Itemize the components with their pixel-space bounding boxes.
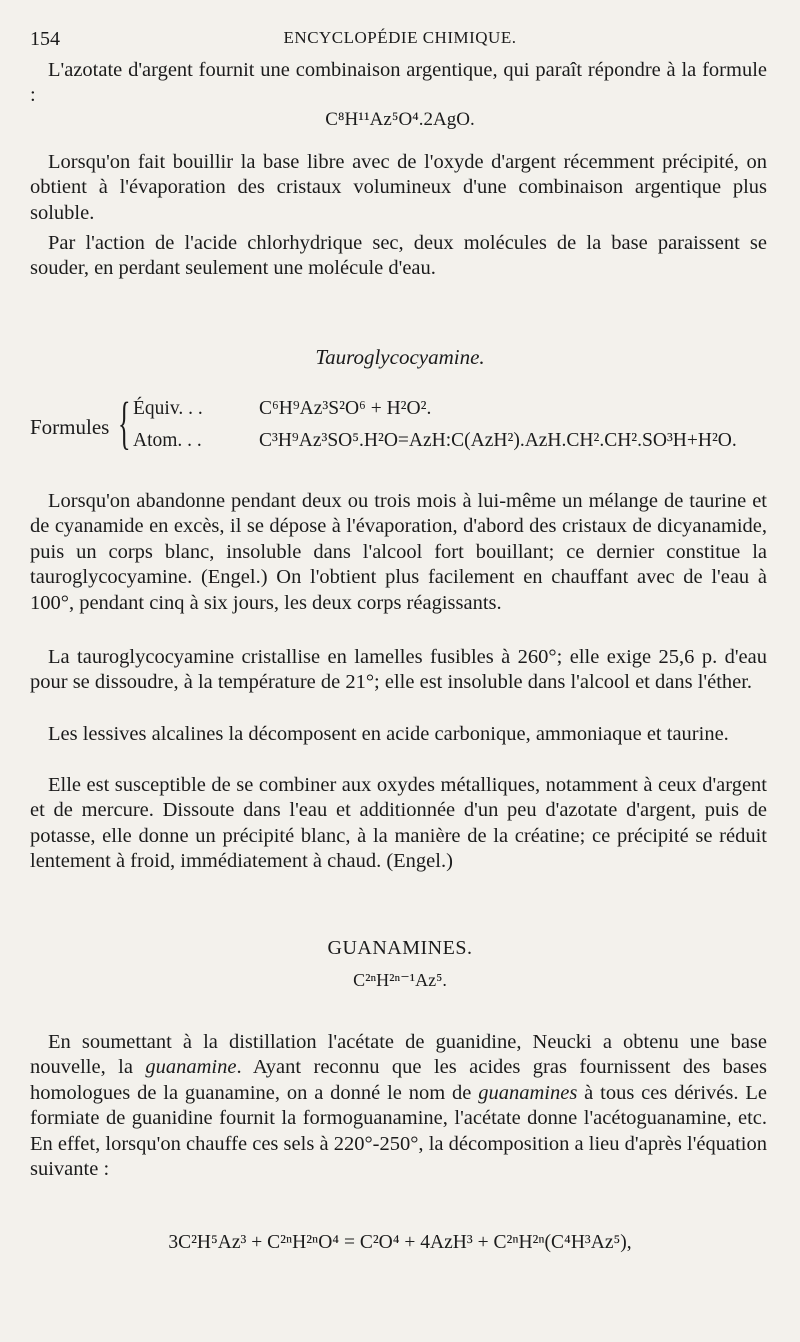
page-number: 154 [30,28,60,50]
atom-formula: C³H⁹Az³SO⁵.H²O=AzH:C(AzH²).AzH.CH².CH².SO³H+H²O. [259,430,737,451]
term-guanamine: guanamine [145,1056,237,1079]
formula-silver-compound: C⁸H¹¹Az⁵O⁴.2AgO. [325,109,475,130]
formula-atom-row [133,430,737,452]
section-title-guanamines: GUANAMINES. [327,937,473,959]
running-title: ENCYCLOPÉDIE CHIMIQUE. [283,28,517,47]
paragraph-oxyde: Lorsqu'on fait bouillir la base libre avec de l'oxyde d'argent récemment précipité, on obtient à l'évaporation des cristaux volumineux d'une combinaison argentique plus soluble. [30,151,767,224]
formulas-label: Formules [30,415,110,439]
formula-equiv-row [133,398,432,420]
paragraph-oxydes: Elle est susceptible de se combiner aux oxydes métalliques, notamment à ceux d'argent et de mercure. Dissoute dans l'eau et additionnée d'un peu d'azotate d'argent, puis de potasse, elle donne un précipité blanc, à la manière de la créatine; ce précipité se réduit lentement à froid, immédiatement à chaud. (Engel.) [30,774,767,873]
paragraph-guanamine: En soumettant à la distillation l'acétate de guanidine, Neucki a obtenu une base nouvelle, la guanamine. Ayant reconnu que les acides gras fournissent des bases homologues de la guanamine, on a donné le nom de guanamines à tous ces dérivés. Le formiate de guanidine fournit la formoguanamine, l'acétate donne l'acétoguanamine, etc. En effet, lorsqu'on chauffe ces sels à 220°-250°, la décomposition a lieu d'après l'équation suivante : [30,1031,767,1181]
brace-icon: { [118,390,131,455]
paragraph-azotate: L'azotate d'argent fournit une combinaison argentique, qui paraît répondre à la formule : [30,59,767,107]
paragraph-preparation: Lorsqu'on abandonne pendant deux ou trois mois à lui-même un mélange de taurine et de cyanamide en excès, il se dépose à l'évaporation, d'abord des cristaux de dicyanamide, puis un corps blanc, insoluble dans l'alcool fort bouillant; ce dernier constitue la tauroglycocyamine. (Engel.) On l'obtient plus facilement en chauffant avec de l'eau à 100°, pendant cinq à six jours, les deux corps réagissants. [30,490,767,614]
equiv-label: Équiv. . . [133,398,203,419]
equiv-formula: C⁶H⁹Az³S²O⁶ + H²O². [259,398,432,419]
atom-label: Atom. . . [133,430,202,451]
paragraph-properties: La tauroglycocyamine cristallise en lamelles fusibles à 260°; elle exige 25,6 p. d'eau pour se dissoudre, à la température de 21°; elle est insoluble dans l'alcool et dans l'éther. [30,646,767,694]
section-title-tauroglycocyamine: Tauroglycocyamine. [315,345,485,369]
paragraph-chlorhydrique: Par l'action de l'acide chlorhydrique sec, deux molécules de la base paraissent se souder, en perdant seulement une molécule d'eau. [30,232,767,280]
paragraph-lessives: Les lessives alcalines la décomposent en acide carbonique, ammoniaque et taurine. [48,723,729,745]
term-guanamines: guanamines [478,1081,578,1104]
formula-guanamines-general: C²ⁿH²ⁿ⁻¹Az⁵. [353,970,447,990]
equation-decomposition: 3C²H⁵Az³ + C²ⁿH²ⁿO⁴ = C²O⁴ + 4AzH³ + C²ⁿH²ⁿ(C⁴H³Az⁵), [168,1232,632,1253]
